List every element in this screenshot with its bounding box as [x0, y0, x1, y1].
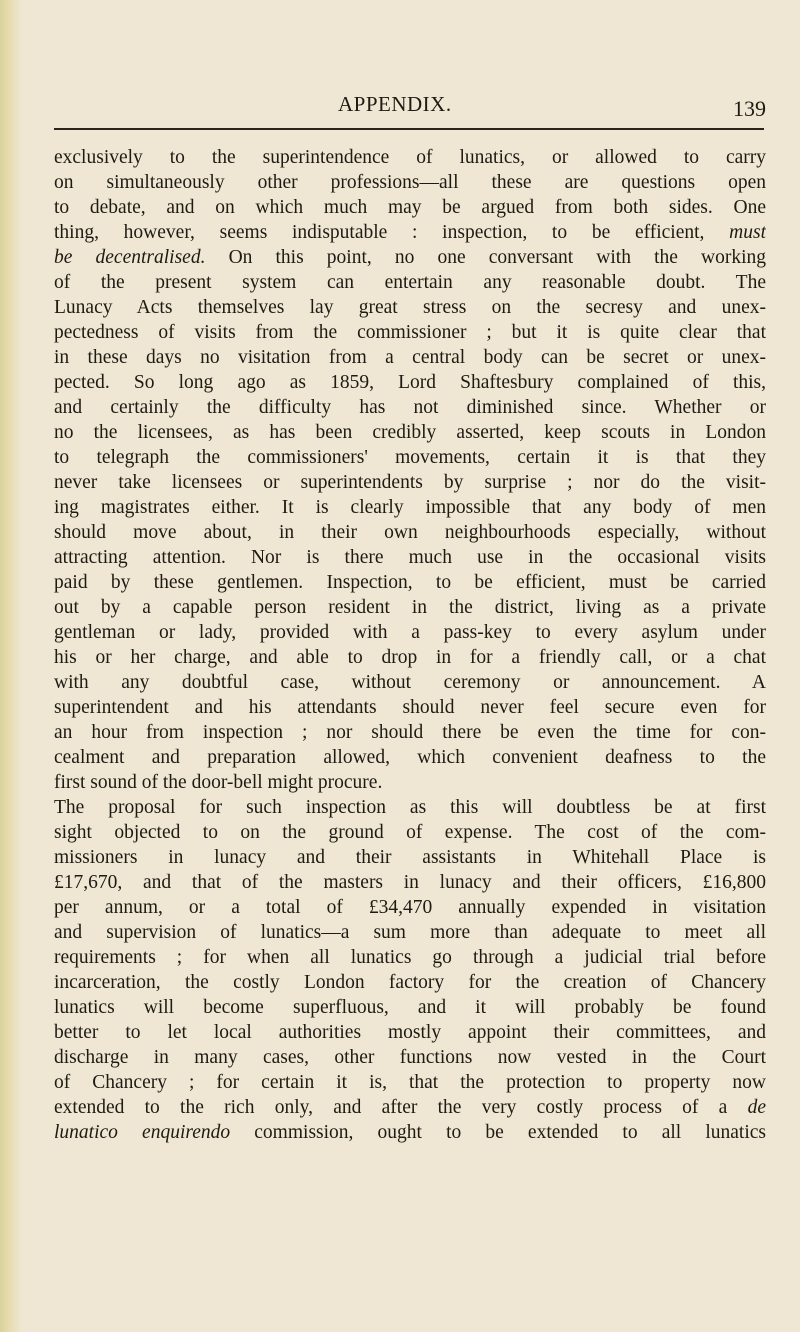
text-line: attracting attention. Nor is there much use in the occasional visits [54, 547, 766, 568]
text-line: an hour from inspection ; nor should there be even the time for con- [54, 722, 766, 743]
text-line: ing magistrates either. It is clearly impossible that any body of men [54, 497, 766, 518]
text-line: his or her charge, and able to drop in for a friendly call, or a chat [54, 647, 766, 668]
text-line: The proposal for such inspection as this will doubtless be at first [54, 797, 766, 818]
italic-phrase: lunatico enquirendo [54, 1122, 231, 1143]
text-line: in these days no visitation from a central body can be secret or unex- [54, 347, 766, 368]
running-head: APPENDIX. [338, 92, 452, 116]
text-line: and certainly the difficulty has not diminished since. Whether or [54, 397, 766, 418]
text-line: pectedness of visits from the commissioner ; but it is quite clear that [54, 322, 766, 343]
text-line: discharge in many cases, other functions now vested in the Court [54, 1047, 766, 1068]
text-line: lunatics will become superfluous, and it will probably be found [54, 997, 766, 1018]
text-line [54, 1120, 766, 1145]
text-line: cealment and preparation allowed, which convenient deafness to the [54, 747, 766, 768]
italic-word: de [747, 1097, 766, 1118]
text-line: of the present system can entertain any reasonable doubt. The [54, 272, 766, 293]
text-line: on simultaneously other professions—all these are questions open [54, 172, 766, 193]
text-line: sight objected to on the ground of expense. The cost of the com- [54, 822, 766, 843]
text-line: to telegraph the commissioners' movements, certain it is that they [54, 447, 766, 468]
text-line: no the licensees, as has been credibly asserted, keep scouts in London [54, 422, 766, 443]
text-line: Lunacy Acts themselves lay great stress on the secresy and unex- [54, 297, 766, 318]
text-span: thing, however, seems indisputable : inspection, to be efficient, [54, 222, 705, 243]
text-line: first sound of the door-bell might procure. [54, 772, 383, 793]
text-line: out by a capable person resident in the district, living as a private [54, 597, 766, 618]
page-header [0, 88, 800, 128]
header-rule [54, 128, 764, 130]
page-number: 139 [733, 96, 766, 121]
text-line: should move about, in their own neighbourhoods especially, without [54, 522, 766, 543]
text-line: requirements ; for when all lunatics go through a judicial trial before [54, 947, 766, 968]
text-line: superintendent and his attendants should never feel secure even for [54, 697, 766, 718]
text-line: with any doubtful case, without ceremony or announcement. A [54, 672, 766, 693]
text-line: of Chancery ; for certain it is, that the protection to property now [54, 1072, 766, 1093]
text-line: to debate, and on which much may be argued from both sides. One [54, 197, 766, 218]
text-span: commission, ought to be extended to all lunatics [254, 1122, 766, 1143]
text-line [54, 220, 766, 245]
text-line [54, 245, 766, 270]
text-line: missioners in lunacy and their assistants in Whitehall Place is [54, 847, 766, 868]
text-line: never take licensees or superintendents by surprise ; nor do the visit- [54, 472, 766, 493]
italic-phrase: be decentralised. [54, 247, 206, 268]
text-span: On this point, no one conversant with the working [228, 247, 766, 268]
text-line: better to let local authorities mostly appoint their committees, and [54, 1022, 766, 1043]
text-line: pected. So long ago as 1859, Lord Shaftesbury complained of this, [54, 372, 766, 393]
body-text [54, 145, 766, 1145]
text-line: and supervision of lunatics—a sum more than adequate to meet all [54, 922, 766, 943]
text-line: exclusively to the superintendence of lunatics, or allowed to carry [54, 147, 766, 168]
text-line: per annum, or a total of £34,470 annually expended in visitation [54, 897, 766, 918]
text-line: incarceration, the costly London factory for the creation of Chancery [54, 972, 766, 993]
text-line: paid by these gentlemen. Inspection, to be efficient, must be carried [54, 572, 766, 593]
text-span: extended to the rich only, and after the very costly process of a [54, 1097, 728, 1118]
page-edge-shading [0, 0, 22, 1332]
italic-word: must [729, 222, 766, 243]
text-line: gentleman or lady, provided with a pass-key to every asylum under [54, 622, 766, 643]
text-line: £17,670, and that of the masters in lunacy and their officers, £16,800 [54, 872, 766, 893]
text-line [54, 1095, 766, 1120]
